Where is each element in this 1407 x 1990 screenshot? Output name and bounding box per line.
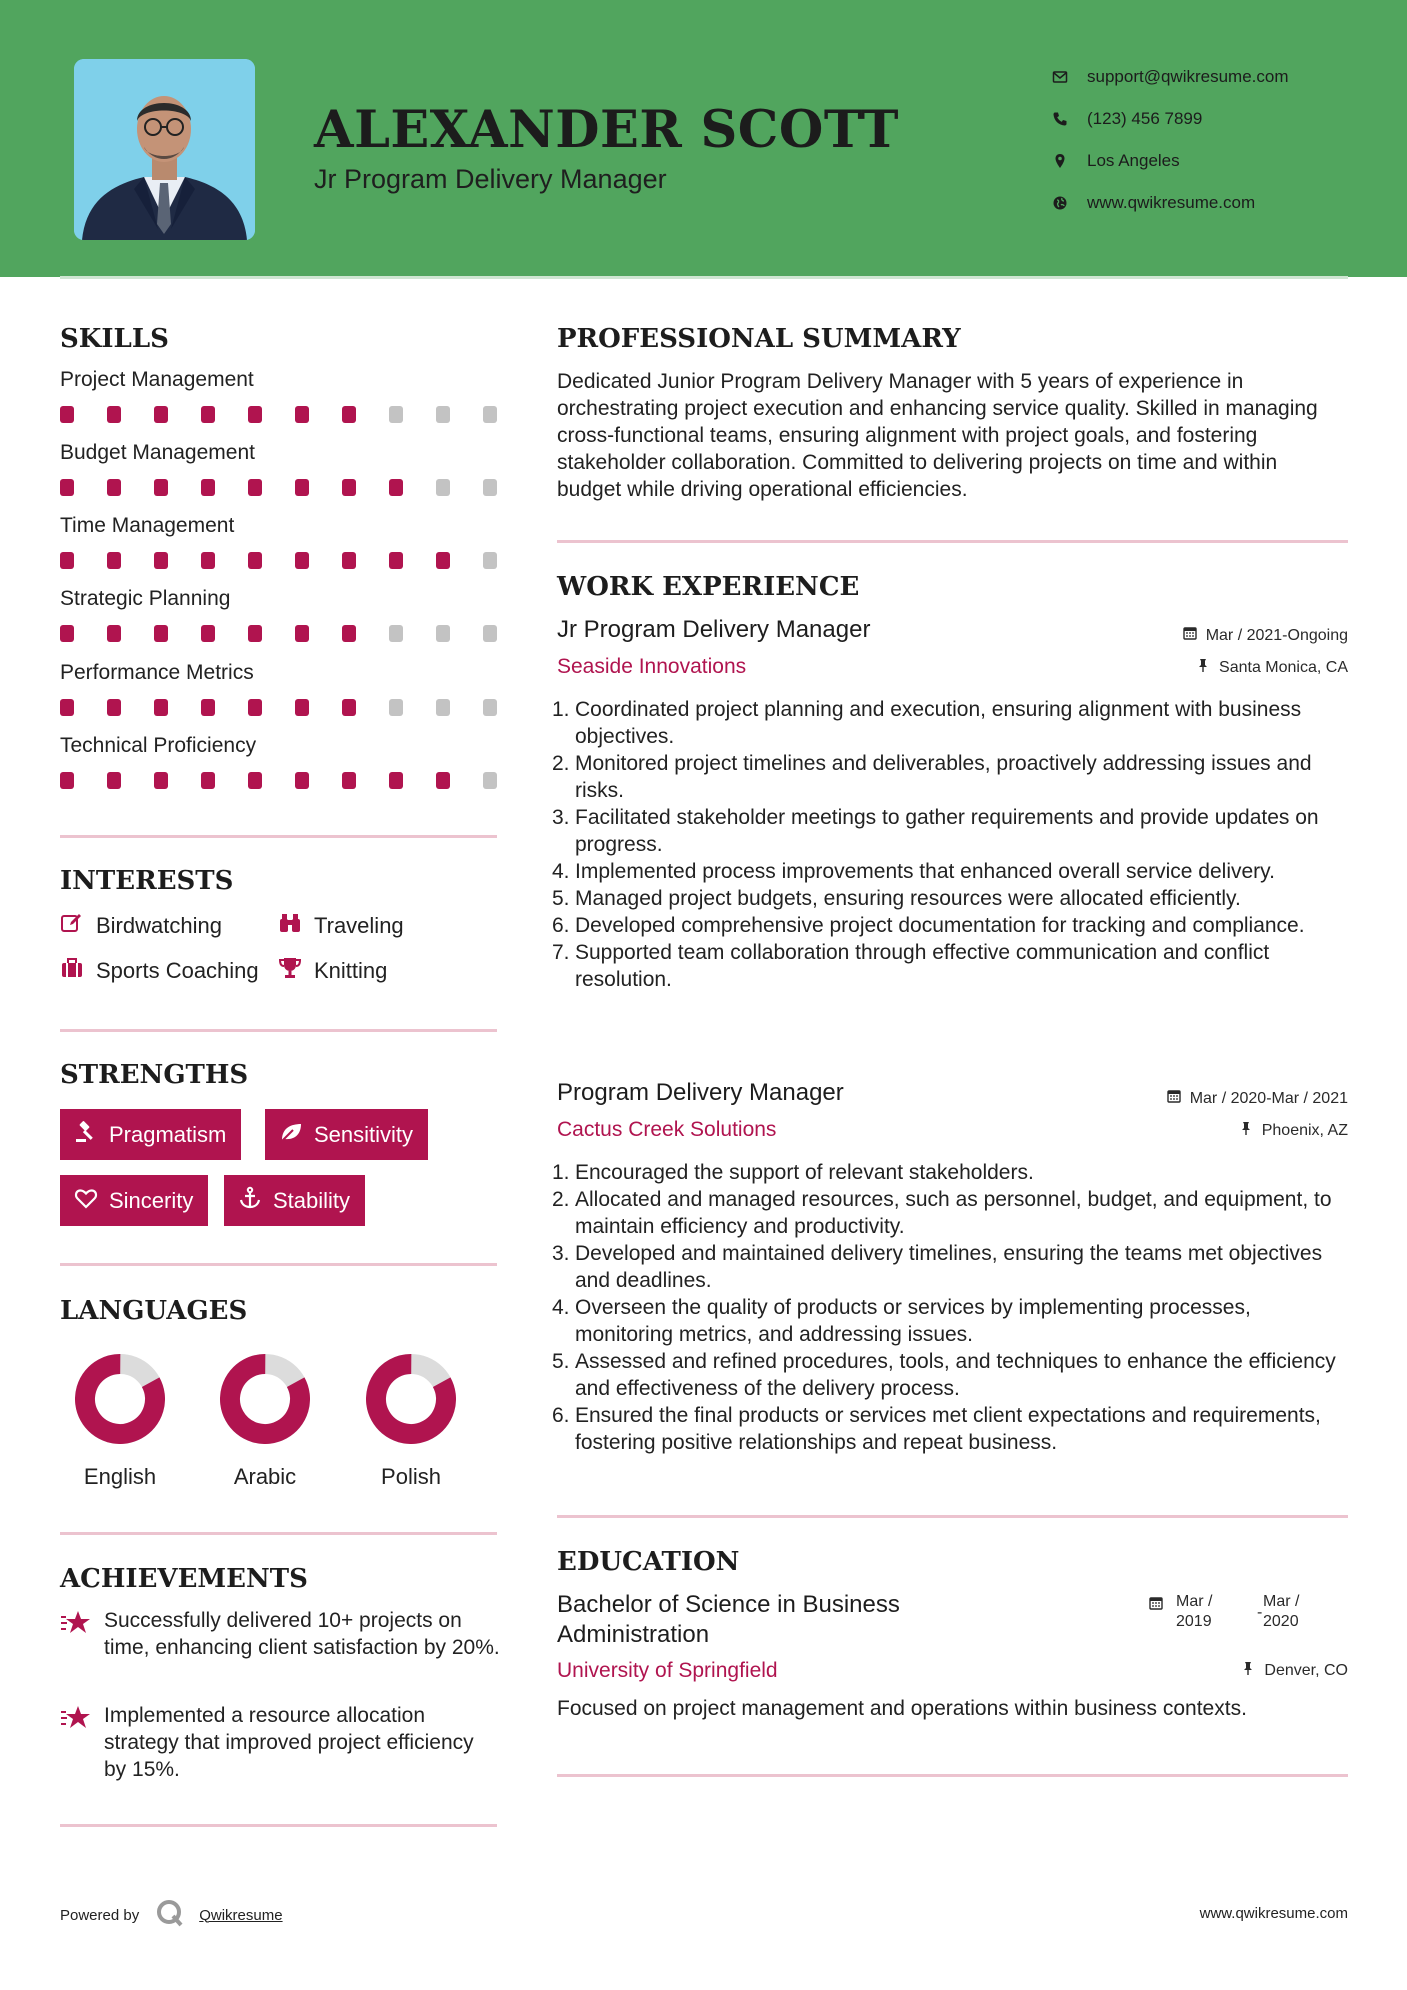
rating-dot-filled — [248, 406, 262, 423]
section-divider — [60, 1824, 497, 1827]
rating-dot-filled — [201, 406, 215, 423]
item-number: 2. — [552, 752, 570, 775]
education-end-date: Mar / 2020 — [1263, 1593, 1300, 1630]
section-divider — [557, 1515, 1348, 1518]
achievement-item — [60, 1702, 500, 1783]
interests-heading: INTERESTS — [60, 866, 234, 896]
achievement-item — [60, 1607, 500, 1661]
rating-dot-filled — [154, 699, 168, 716]
skill-rating — [60, 699, 530, 716]
pencil-square-icon — [60, 911, 96, 941]
responsibility-text: Developed comprehensive project documentation for tracking and compliance. — [575, 914, 1305, 937]
achievement-text: Implemented a resource allocation strategy that improved project efficiency by 15%. — [104, 1704, 474, 1781]
rating-dot-filled — [248, 552, 262, 569]
section-divider — [60, 1263, 497, 1266]
rating-dot-filled — [342, 699, 356, 716]
header-divider — [60, 276, 1348, 279]
responsibility-text: Supported team collaboration through effective communication and conflict resolution. — [575, 941, 1270, 991]
responsibility-item — [552, 1348, 1352, 1402]
rating-dot-filled — [295, 406, 309, 423]
rating-dot-filled — [201, 479, 215, 496]
gavel-icon — [74, 1120, 109, 1150]
rating-dot-empty — [436, 479, 450, 496]
rating-dot-filled — [295, 552, 309, 569]
candidate-name: ALEXANDER SCOTT — [314, 100, 899, 160]
brand-link[interactable]: Qwikresume — [199, 1906, 283, 1924]
languages-heading: LANGUAGES — [60, 1296, 248, 1326]
responsibility-item — [552, 1294, 1352, 1348]
contact-website-text: www.qwikresume.com — [1087, 193, 1256, 212]
rating-dot-filled — [436, 772, 450, 789]
section-divider — [60, 835, 497, 838]
pushpin-icon — [1241, 1661, 1264, 1680]
rating-dot-filled — [201, 772, 215, 789]
rating-dot-empty — [483, 406, 497, 423]
strength-label: Sensitivity — [314, 1121, 414, 1147]
interest-item — [60, 956, 259, 986]
rating-dot-filled — [107, 772, 121, 789]
education-description: Focused on project management and operations within business contexts. — [557, 1697, 1247, 1720]
leaf-icon — [279, 1120, 314, 1150]
education-heading: EDUCATION — [557, 1547, 740, 1577]
responsibility-text: Managed project budgets, ensuring resources were allocated efficiently. — [575, 887, 1241, 910]
skill-label: Technical Proficiency — [60, 734, 257, 757]
rating-dot-filled — [60, 552, 74, 569]
profile-photo — [74, 59, 255, 240]
item-number: 5. — [552, 1350, 570, 1373]
rating-dot-filled — [389, 552, 403, 569]
item-number: 4. — [552, 1296, 570, 1319]
rating-dot-empty — [483, 699, 497, 716]
rating-dot-filled — [295, 699, 309, 716]
summary-text: Dedicated Junior Program Delivery Manager with 5 years of experience in orchestrating project execution and enhancing service quality. Skilled in managing cross-functional teams, ensuring alignment with project goals, and fostering stakeholder collaboration. Committed to delivering projects on time and within budget while driving operational efficiencies. — [557, 370, 1318, 501]
rating-dot-filled — [248, 625, 262, 642]
rating-dot-filled — [107, 625, 121, 642]
skill-label: Strategic Planning — [60, 587, 231, 610]
item-number: 7. — [552, 941, 570, 964]
skill-rating — [60, 406, 530, 423]
rating-dot-filled — [248, 479, 262, 496]
contact-email[interactable] — [1050, 56, 1380, 98]
rating-dot-empty — [389, 625, 403, 642]
rating-dot-filled — [60, 406, 74, 423]
responsibility-text: Allocated and managed resources, such as personnel, budget, and equipment, to maintain efficiency and productivity. — [575, 1188, 1332, 1238]
interest-label: Traveling — [314, 913, 404, 938]
job-responsibilities — [552, 696, 1352, 993]
resume-header — [0, 0, 1407, 277]
education-location — [1241, 1661, 1348, 1680]
star-icon — [60, 1702, 104, 1783]
date-separator: - — [1257, 1604, 1263, 1621]
item-number: 1. — [552, 698, 570, 721]
responsibility-text: Assessed and refined procedures, tools, and techniques to enhance the efficiency and effectiveness of the delivery process. — [575, 1350, 1336, 1400]
job-location-text: Phoenix, AZ — [1261, 1121, 1348, 1139]
responsibility-text: Implemented process improvements that enhanced overall service delivery. — [575, 860, 1275, 883]
job-dates — [1183, 626, 1348, 645]
star-icon — [60, 1607, 104, 1661]
contact-phone[interactable] — [1050, 98, 1380, 140]
envelope-icon — [1050, 69, 1087, 85]
responsibility-item — [552, 804, 1352, 858]
phone-icon — [1050, 111, 1087, 127]
language-label: Arabic — [233, 1464, 297, 1489]
achievement-text: Successfully delivered 10+ projects on time, enhancing client satisfaction by 20%. — [104, 1609, 500, 1659]
binoculars-icon — [278, 911, 314, 941]
rating-dot-filled — [107, 479, 121, 496]
language-item — [205, 1354, 325, 1490]
job-location-text: Santa Monica, CA — [1219, 658, 1348, 676]
calendar-icon — [1183, 626, 1206, 645]
footer-powered-by — [60, 1898, 283, 1932]
contact-phone-text: (123) 456 7899 — [1087, 109, 1203, 128]
job-dates-text: Mar / 2020-Mar / 2021 — [1189, 1089, 1348, 1107]
responsibility-item — [552, 1186, 1352, 1240]
briefcase-icon — [60, 956, 96, 986]
footer-website[interactable]: www.qwikresume.com — [1199, 1905, 1348, 1922]
job-location — [1239, 1121, 1348, 1140]
rating-dot-filled — [154, 772, 168, 789]
interest-item — [60, 911, 222, 941]
rating-dot-filled — [342, 772, 356, 789]
rating-dot-filled — [248, 772, 262, 789]
rating-dot-filled — [201, 699, 215, 716]
rating-dot-filled — [201, 552, 215, 569]
item-number: 1. — [552, 1161, 570, 1184]
skill-rating — [60, 552, 530, 569]
language-label: Polish — [381, 1464, 441, 1489]
rating-dot-filled — [248, 699, 262, 716]
company-name: Seaside Innovations — [557, 655, 747, 678]
powered-by-text: Powered by — [60, 1906, 140, 1924]
responsibility-text: Coordinated project planning and execution, ensuring alignment with business objectives. — [575, 698, 1302, 748]
rating-dot-filled — [60, 625, 74, 642]
contact-email-text: support@qwikresume.com — [1087, 67, 1289, 86]
rating-dot-filled — [60, 699, 74, 716]
rating-dot-filled — [295, 625, 309, 642]
interest-item — [278, 911, 404, 941]
responsibility-item — [552, 939, 1352, 993]
summary-heading: PROFESSIONAL SUMMARY — [557, 324, 961, 354]
responsibility-item — [552, 750, 1352, 804]
pushpin-icon — [1239, 1121, 1262, 1140]
job-dates-text: Mar / 2021-Ongoing — [1205, 626, 1348, 644]
item-number: 5. — [552, 887, 570, 910]
rating-dot-filled — [201, 625, 215, 642]
candidate-title: Jr Program Delivery Manager — [314, 164, 667, 194]
trophy-icon — [278, 956, 314, 986]
responsibility-item — [552, 1240, 1352, 1294]
section-divider — [557, 1774, 1348, 1777]
education-start-date: Mar / 2019 — [1176, 1593, 1213, 1630]
contact-list — [1050, 56, 1380, 224]
map-pin-icon — [1050, 153, 1087, 169]
section-divider — [60, 1029, 497, 1032]
rating-dot-filled — [389, 772, 403, 789]
job-dates — [1167, 1089, 1348, 1108]
rating-dot-empty — [483, 625, 497, 642]
rating-dot-filled — [154, 625, 168, 642]
job-responsibilities — [552, 1159, 1352, 1456]
portrait-image — [74, 59, 255, 240]
rating-dot-filled — [154, 552, 168, 569]
language-ring — [366, 1354, 456, 1444]
school-name: University of Springfield — [557, 1659, 778, 1682]
item-number: 6. — [552, 1404, 570, 1427]
qwikresume-logo-icon — [139, 1898, 199, 1932]
pushpin-icon — [1196, 658, 1219, 677]
strength-tag — [224, 1175, 365, 1226]
section-divider — [557, 540, 1348, 543]
interest-label: Sports Coaching — [96, 958, 259, 983]
rating-dot-empty — [483, 479, 497, 496]
rating-dot-filled — [342, 479, 356, 496]
strength-label: Stability — [273, 1187, 351, 1213]
rating-dot-filled — [154, 479, 168, 496]
responsibility-item — [552, 1159, 1352, 1186]
rating-dot-filled — [107, 552, 121, 569]
contact-website[interactable] — [1050, 182, 1380, 224]
skill-label: Time Management — [60, 514, 235, 537]
experience-heading: WORK EXPERIENCE — [557, 572, 860, 602]
achievements-heading: ACHIEVEMENTS — [60, 1564, 308, 1594]
responsibility-text: Developed and maintained delivery timelines, ensuring the teams met objectives and deadlines. — [575, 1242, 1323, 1292]
strength-tag — [265, 1109, 428, 1160]
responsibility-text: Facilitated stakeholder meetings to gather requirements and provide updates on progress. — [575, 806, 1319, 856]
globe-icon — [1050, 195, 1087, 211]
rating-dot-empty — [483, 772, 497, 789]
responsibility-item — [552, 885, 1352, 912]
rating-dot-empty — [483, 552, 497, 569]
skill-rating — [60, 772, 530, 789]
skill-rating — [60, 479, 530, 496]
calendar-icon — [1149, 1596, 1163, 1616]
item-number: 2. — [552, 1188, 570, 1211]
skill-label: Project Management — [60, 368, 254, 391]
rating-dot-filled — [295, 479, 309, 496]
item-number: 3. — [552, 806, 570, 829]
calendar-icon — [1167, 1089, 1190, 1108]
heart-icon — [74, 1186, 109, 1216]
rating-dot-empty — [389, 406, 403, 423]
rating-dot-filled — [295, 772, 309, 789]
rating-dot-filled — [436, 552, 450, 569]
skills-heading: SKILLS — [60, 324, 169, 354]
skill-label: Performance Metrics — [60, 661, 254, 684]
responsibility-item — [552, 912, 1352, 939]
rating-dot-empty — [436, 406, 450, 423]
strength-label: Pragmatism — [109, 1121, 227, 1147]
responsibility-item — [552, 696, 1352, 750]
item-number: 3. — [552, 1242, 570, 1265]
responsibility-text: Ensured the final products or services met client expectations and requirements, fostering positive relationships and repeat business. — [575, 1404, 1321, 1454]
item-number: 4. — [552, 860, 570, 883]
responsibility-text: Encouraged the support of relevant stakeholders. — [575, 1161, 1034, 1184]
strengths-heading: STRENGTHS — [60, 1060, 249, 1090]
rating-dot-filled — [154, 406, 168, 423]
job-title: Program Delivery Manager — [557, 1079, 844, 1106]
job-location — [1196, 658, 1348, 677]
degree-title: Bachelor of Science in Business Administration — [557, 1591, 900, 1648]
anchor-icon — [238, 1186, 273, 1216]
responsibility-text: Monitored project timelines and deliverables, proactively addressing issues and risks. — [575, 752, 1312, 802]
interest-label: Knitting — [314, 958, 388, 983]
rating-dot-filled — [107, 406, 121, 423]
item-number: 6. — [552, 914, 570, 937]
rating-dot-filled — [60, 479, 74, 496]
skill-label: Budget Management — [60, 441, 255, 464]
skill-rating — [60, 625, 530, 642]
rating-dot-empty — [436, 625, 450, 642]
rating-dot-filled — [107, 699, 121, 716]
language-label: English — [83, 1464, 157, 1489]
responsibility-item — [552, 858, 1352, 885]
language-item — [60, 1354, 180, 1490]
rating-dot-empty — [436, 699, 450, 716]
contact-location — [1050, 140, 1380, 182]
rating-dot-empty — [389, 699, 403, 716]
interest-item — [278, 956, 387, 986]
rating-dot-filled — [342, 552, 356, 569]
responsibility-text: Overseen the quality of products or services by implementing processes, monitoring metrics, and addressing issues. — [575, 1296, 1251, 1346]
rating-dot-filled — [389, 479, 403, 496]
responsibility-item — [552, 1402, 1352, 1456]
company-name: Cactus Creek Solutions — [557, 1118, 777, 1141]
contact-location-text: Los Angeles — [1087, 151, 1180, 170]
language-ring — [75, 1354, 165, 1444]
rating-dot-filled — [342, 625, 356, 642]
strength-label: Sincerity — [109, 1187, 194, 1213]
language-item — [351, 1354, 471, 1490]
job-title: Jr Program Delivery Manager — [557, 616, 871, 643]
interest-label: Birdwatching — [96, 913, 222, 938]
language-ring — [220, 1354, 310, 1444]
rating-dot-filled — [342, 406, 356, 423]
rating-dot-filled — [60, 772, 74, 789]
strength-tag — [60, 1175, 208, 1226]
education-location-text: Denver, CO — [1264, 1661, 1348, 1679]
strength-tag — [60, 1109, 241, 1160]
section-divider — [60, 1532, 497, 1535]
